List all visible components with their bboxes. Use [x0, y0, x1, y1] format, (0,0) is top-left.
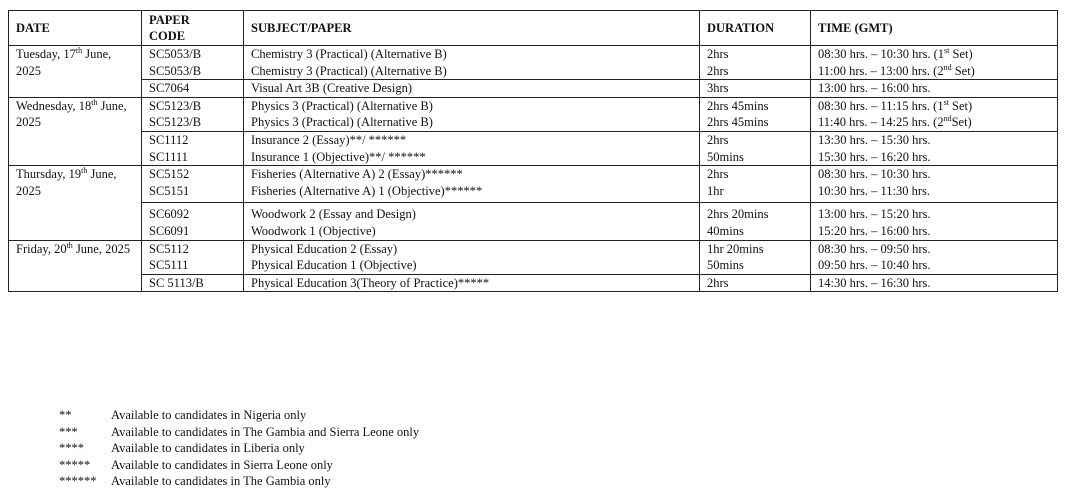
- paper-code-cell: [142, 80, 244, 98]
- paper-code-cell: [142, 46, 244, 80]
- subject-value: Visual Art 3B (Creative Design): [251, 81, 413, 96]
- time-cell: [811, 274, 1058, 292]
- subject-value: Insurance 2 (Essay)**/ ******: [251, 132, 407, 147]
- time-cell: [811, 203, 1058, 240]
- header-date: DATE: [9, 11, 142, 46]
- subject-value: Fisheries (Alternative A) 2 (Essay)******: [251, 167, 463, 182]
- table-row: [9, 131, 1058, 165]
- subject-value: Physical Education 3(Theory of Practice)*****: [251, 275, 490, 290]
- time-value: 13:00 hrs. – 15:20 hrs.: [818, 207, 931, 222]
- subject-value: Fisheries (Alternative A) 1 (Objective)******: [251, 183, 483, 198]
- subject-cell: [244, 166, 700, 203]
- table-row: [9, 46, 1058, 80]
- subject-value: Chemistry 3 (Practical) (Alternative B): [251, 47, 447, 61]
- legend-symbol: ******: [59, 474, 97, 489]
- time-value: 10:30 hrs. – 11:30 hrs.: [818, 183, 931, 198]
- subject-cell: [244, 131, 700, 165]
- date-cell: Wednesday, 18th June, 2025: [9, 97, 142, 165]
- paper-code-cell: [142, 240, 244, 274]
- subject-cell: [244, 240, 700, 274]
- duration-value: 50mins: [707, 149, 744, 164]
- header-duration: DURATION: [700, 11, 811, 46]
- time-value: 13:30 hrs. – 15:30 hrs.: [818, 132, 931, 147]
- legend-item: [59, 440, 419, 457]
- code-value: SC1111: [149, 149, 188, 164]
- legend-symbol: **: [59, 408, 72, 422]
- legend-text: Available to candidates in The Gambia and Sierra Leone only: [111, 424, 420, 439]
- paper-code-cell: [142, 97, 244, 131]
- date-cell: Tuesday, 17th June, 2025: [9, 46, 142, 98]
- table-row: [9, 166, 1058, 203]
- duration-value: 2hrs: [707, 132, 729, 147]
- time-value: 08:30 hrs. – 09:50 hrs.: [818, 241, 931, 256]
- duration-cell: [700, 80, 811, 98]
- duration-value: 50mins: [707, 258, 744, 273]
- paper-code-cell: [142, 274, 244, 292]
- duration-value: 2hrs: [707, 63, 729, 78]
- duration-value: 2hrs 45mins: [707, 98, 769, 113]
- table-row: [9, 274, 1058, 292]
- date-cell: Thursday, 19th June, 2025: [9, 166, 142, 240]
- subject-value: Insurance 1 (Objective)**/ ******: [251, 149, 426, 164]
- duration-cell: [700, 131, 811, 165]
- code-value: SC5111: [149, 258, 189, 273]
- duration-cell: [700, 97, 811, 131]
- time-cell: [811, 131, 1058, 165]
- legend-text: Available to candidates in Nigeria only: [111, 408, 307, 422]
- time-value: 15:20 hrs. – 16:00 hrs.: [818, 223, 931, 238]
- code-value: SC5112: [149, 241, 189, 256]
- subject-cell: [244, 203, 700, 240]
- time-value: 08:30 hrs. – 10:30 hrs. (1st Set): [818, 46, 973, 61]
- legend-item: [59, 424, 419, 441]
- duration-value: 2hrs 20mins: [707, 207, 769, 222]
- legend-text: Available to candidates in The Gambia only: [111, 474, 331, 489]
- exam-timetable: [8, 10, 1058, 292]
- time-value: 08:30 hrs. – 11:15 hrs. (1st Set): [818, 97, 973, 113]
- legend-text: Available to candidates in Sierra Leone only: [111, 457, 333, 472]
- paper-code-cell: [142, 203, 244, 240]
- duration-value: 2hrs 45mins: [707, 115, 769, 130]
- code-value: SC6091: [149, 223, 190, 238]
- duration-cell: [700, 166, 811, 203]
- code-value: SC5123/B: [149, 115, 202, 130]
- subject-value: Woodwork 2 (Essay and Design): [251, 207, 416, 222]
- header-row: [9, 11, 1058, 46]
- subject-value: Physics 3 (Practical) (Alternative B): [251, 98, 433, 113]
- code-value: SC5151: [149, 183, 190, 198]
- code-value: SC7064: [149, 81, 190, 96]
- duration-value: 3hrs: [707, 81, 729, 96]
- paper-code-cell: [142, 166, 244, 203]
- header-subject: SUBJECT/PAPER: [244, 11, 700, 46]
- code-value: SC5152: [149, 167, 190, 182]
- time-cell: [811, 240, 1058, 274]
- code-value: SC 5113/B: [149, 275, 204, 290]
- legend-item: [59, 457, 419, 474]
- time-value: 11:00 hrs. – 13:00 hrs. (2nd Set): [818, 62, 975, 78]
- time-value: 08:30 hrs. – 10:30 hrs.: [818, 167, 931, 182]
- legend-text: Available to candidates in Liberia only: [111, 441, 305, 456]
- time-value: 15:30 hrs. – 16:20 hrs.: [818, 149, 931, 164]
- subject-cell: [244, 97, 700, 131]
- duration-cell: [700, 203, 811, 240]
- table-row: [9, 240, 1058, 274]
- duration-value: 2hrs: [707, 167, 729, 182]
- date-cell: Friday, 20th June, 2025: [9, 240, 142, 292]
- header-time: TIME (GMT): [811, 11, 1058, 46]
- duration-cell: [700, 240, 811, 274]
- table-row: [9, 97, 1058, 131]
- subject-cell: [244, 46, 700, 80]
- legend-item: [59, 473, 419, 490]
- code-value: SC5123/B: [149, 98, 202, 113]
- legend-symbol: *****: [59, 457, 91, 472]
- paper-code-cell: [142, 131, 244, 165]
- time-cell: [811, 166, 1058, 203]
- subject-value: Woodwork 1 (Objective): [251, 223, 376, 238]
- duration-value: 1hr: [707, 183, 724, 198]
- code-value: SC1112: [149, 132, 189, 147]
- duration-value: 2hrs: [707, 275, 729, 290]
- subject-value: Physical Education 1 (Objective): [251, 258, 417, 273]
- timetable-body: [9, 46, 1058, 292]
- table-row: [9, 203, 1058, 240]
- time-cell: [811, 97, 1058, 131]
- footnote-legend: [59, 407, 419, 490]
- legend-symbol: ***: [59, 424, 78, 439]
- time-value: 11:40 hrs. – 14:25 hrs. (2ndSet): [818, 114, 972, 130]
- time-cell: [811, 80, 1058, 98]
- time-cell: [811, 46, 1058, 80]
- duration-cell: [700, 274, 811, 292]
- header-paper-code: PAPER CODE: [142, 11, 244, 46]
- time-value: 14:30 hrs. – 16:30 hrs.: [818, 275, 931, 290]
- duration-value: 1hr 20mins: [707, 241, 764, 256]
- duration-cell: [700, 46, 811, 80]
- subject-cell: [244, 80, 700, 98]
- duration-value: 40mins: [707, 223, 744, 238]
- table-row: [9, 80, 1058, 98]
- subject-cell: [244, 274, 700, 292]
- time-value: 13:00 hrs. – 16:00 hrs.: [818, 81, 931, 96]
- subject-value: Physics 3 (Practical) (Alternative B): [251, 115, 433, 130]
- code-value: SC5053/B: [149, 47, 202, 61]
- subject-value: Chemistry 3 (Practical) (Alternative B): [251, 63, 447, 78]
- subject-value: Physical Education 2 (Essay): [251, 241, 398, 256]
- legend-symbol: ****: [59, 441, 84, 456]
- code-value: SC6092: [149, 207, 190, 222]
- legend-item: [59, 407, 419, 424]
- time-value: 09:50 hrs. – 10:40 hrs.: [818, 258, 931, 273]
- code-value: SC5053/B: [149, 63, 202, 78]
- duration-value: 2hrs: [707, 47, 729, 61]
